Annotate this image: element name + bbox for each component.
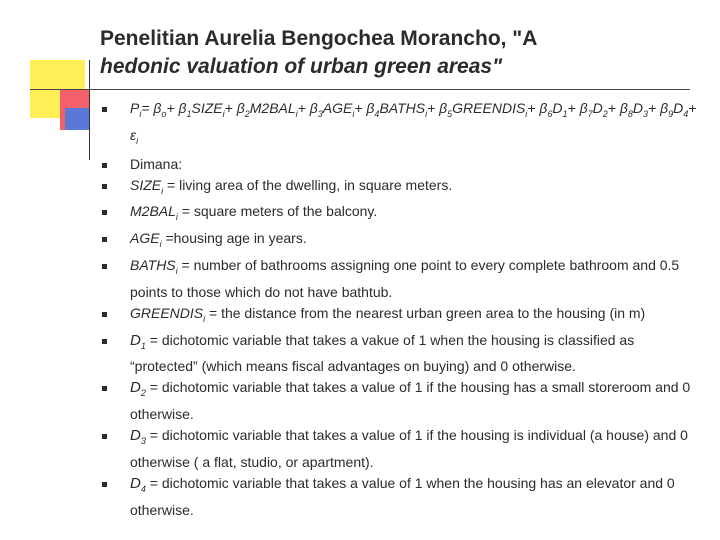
bullet-icon: [102, 107, 107, 112]
formula: $P_i= \beta_o+$ $\beta_1SIZE_i+ \beta_2M2BAL_i+ \beta_3AGE_i+$ $\beta_4BATHS_i+$ $\beta_5GREENDIS_i+ \beta_6D_1+ \beta_7D_2+ \beta_8D_3+ \beta_9D_4+ \varepsilon_i$: [130, 100, 697, 146]
definition-item: $D_2$ = dichotomic variable that takes a value of 1 if the housing has a small storeroom and 0 otherwise.: [100, 377, 705, 425]
bullet-icon: [102, 434, 107, 439]
slide-title: [100, 25, 700, 81]
dimana-item: [100, 154, 705, 175]
dimana-label: Dimana:: [130, 155, 183, 172]
definition-item: $GREENDIS_i$ = the distance from the nearest urban green area to the housing (in m): [100, 303, 705, 330]
bullet-icon: [102, 184, 107, 189]
title-line-1: Penelitian Aurelia Bengochea Morancho, "A: [100, 27, 538, 50]
title-line-2: hedonic valuation of urban green areas": [100, 55, 503, 78]
definition-item: $D_3$ = dichotomic variable that takes a value of 1 if the housing is individual (a house) and 0 otherwise ( a flat, studio, or apartment).: [100, 425, 705, 473]
bullet-icon: [102, 163, 107, 168]
formula-item: [100, 98, 705, 152]
bullet-icon: [102, 312, 107, 317]
definition-item: $SIZE_i$ = living area of the dwelling, in square meters.: [100, 175, 705, 202]
definition-item: $D_4$ = dichotomic variable that takes a value of 1 when the housing has an elevator and 0 otherwise.: [100, 473, 705, 521]
bullet-icon: [102, 264, 107, 269]
definition-item: $D_1$ = dichotomic variable that takes a vakue of 1 when the housing is classified as “protected” (which means fiscal advantages on buying) and 0 otherwise.: [100, 330, 705, 378]
definition-item: $BATHS_i$ = number of bathrooms assigning one point to every complete bathroom and 0.5 points to those which do not have bathtub.: [100, 255, 705, 303]
bullet-icon: [102, 386, 107, 391]
vertical-divider: [89, 60, 90, 160]
definition-item: $AGE_i =housing$ age in years.: [100, 228, 705, 255]
decor-blue-square: [65, 108, 90, 130]
bullet-icon: [102, 339, 107, 344]
bullet-icon: [102, 237, 107, 242]
bullet-icon: [102, 482, 107, 487]
definition-item: $M2BAL_i$ = square meters of the balcony.: [100, 201, 705, 228]
title-divider: [30, 89, 690, 90]
bullet-icon: [102, 210, 107, 215]
bullet-list: [100, 98, 705, 521]
